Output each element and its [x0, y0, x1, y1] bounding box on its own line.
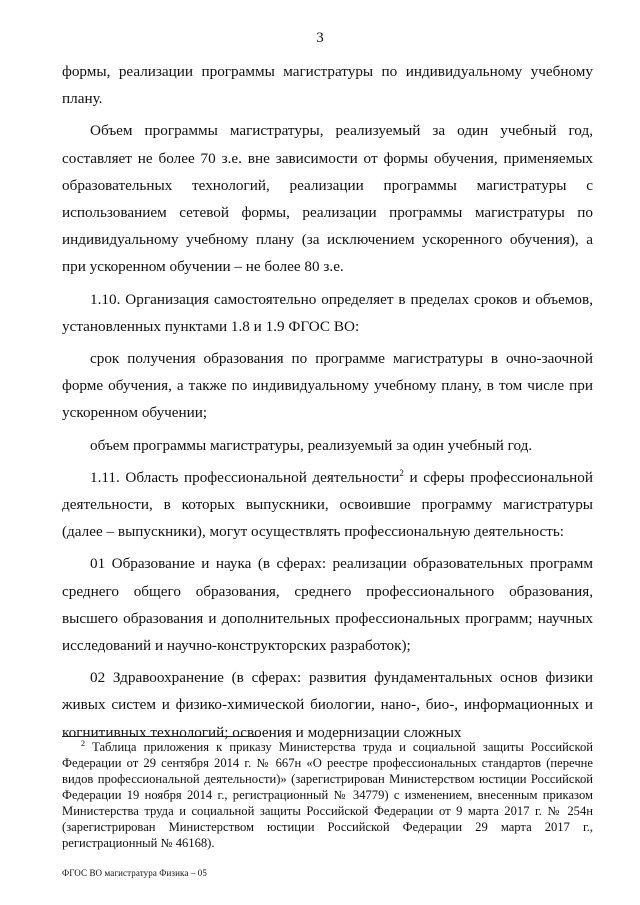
- paragraph-study-period: срок получения образования по программе магистратуры в очно-заочной форме обучения, а также по индивидуальному учебному плану, в том числе при ускоренном обучении;: [62, 350, 593, 422]
- paragraph-1-11-start: 1.11. Область профессиональной деятельности: [90, 468, 400, 486]
- footnote-divider: [62, 736, 260, 737]
- footnote: [62, 739, 593, 851]
- paragraph-1-11-end: и сферы профессиональной деятельности, в которых выпускники, освоившие программу магистратуры (далее – выпускники), могут осуществлять профессиональную деятельность:: [62, 468, 593, 541]
- body-text: [62, 58, 593, 746]
- footnote-text: Таблица приложения к приказу Министерства труда и социальной защиты Российской Федерации от 29 сентября 2014 г. № 667н «О реестре профессиональных стандартов (перечне видов профессиональной деятельности)» (зарегистрирован Министерством юстиции Российской Федерации 19 ноября 2014 г., регистрационный № 34779) с изменением, внесенным приказом Министерства труда и социальной защиты Российской Федерации от 9 марта 2017 г. № 254н (зарегистрирован Министерством юстиции Российской Федерации 29 марта 2017 г., регистрационный № 46168).: [62, 740, 593, 850]
- paragraph-annual-volume: объем программы магистратуры, реализуемый за один учебный год.: [90, 436, 533, 454]
- paragraph-continuation: формы, реализации программы магистратуры по индивидуальному учебному плану.: [62, 63, 593, 108]
- paragraph-program-volume: Объем программы магистратуры, реализуемый за один учебный год, составляет не более 70 з.е. вне зависимости от формы обучения, применяемых образовательных технологий, реализации программы магистратуры с использованием сетевой формы, реализации программы магистратуры по индивидуальному учебному плану (за исключением ускоренного обучения), а при ускоренном обучении – не более 80 з.е.: [62, 122, 593, 276]
- paragraph-1-10: 1.10. Организация самостоятельно определяет в пределах сроков и объемов, установленных пунктами 1.8 и 1.9 ФГОС ВО:: [62, 290, 593, 335]
- page-footer: ФГОС ВО магистратура Физика – 05: [62, 868, 207, 878]
- paragraph-healthcare: 02 Здравоохранение (в сферах: развития фундаментальных основ физики живых систем и физико-химической биологии, нано-, био-, информационных и когнитивных технологий; освоения и модернизации сложных: [62, 669, 593, 741]
- paragraph-1-11: [62, 464, 593, 546]
- paragraph-education-science: 01 Образование и наука (в сферах: реализации образовательных программ среднего общего образования, среднего профессионального образования, высшего образования и дополнительных профессиональных программ; научных исследований и научно-конструкторских разработок);: [62, 555, 593, 655]
- footnote-reference: 2: [399, 467, 404, 478]
- page-number: 3: [316, 30, 324, 46]
- footnote-marker: 2: [81, 738, 85, 748]
